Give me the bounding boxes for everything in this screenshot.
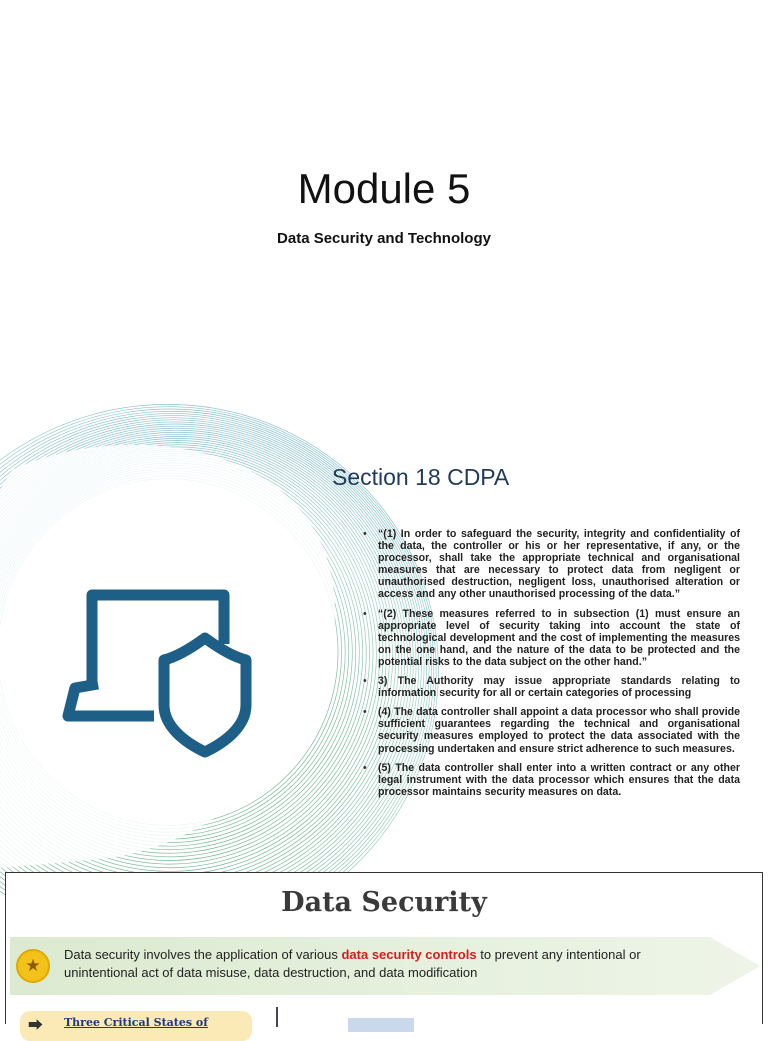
slide-title: Data Security bbox=[281, 887, 487, 918]
states-header-label: Three Critical States of bbox=[64, 1016, 208, 1029]
module-title: Module 5 bbox=[297, 165, 471, 212]
bullet-item: • 3) The Authority may issue appropriate standards relating to information security for all or certain categories of processing bbox=[362, 675, 740, 699]
definition-text: Data security involves the application of various data security controls to prevent any intentional or unintentional act of data misuse, data destruction, and data modification bbox=[64, 947, 641, 980]
connector-line bbox=[276, 1007, 278, 1027]
data-security-slide bbox=[5, 872, 763, 1034]
bullet-item: • “(1) In order to safeguard the security, integrity and confidentiality of the data, the controller or his or her representative, if any, or the processor, shall take the appropriate technical and organisational measures that are necessary to protect data from negligent or unauthorised destruction, negligent loss, unauthorised alteration or access and any other unauthorised processing of the data.” bbox=[362, 528, 740, 601]
diagram-box bbox=[348, 1018, 414, 1032]
arrow-icon: ⮕ bbox=[28, 1017, 44, 1034]
bullet-item: • (5) The data controller shall enter into a written contract or any other legal instrument with the data processor which ensures that the data processor maintains security measures on data. bbox=[362, 762, 740, 798]
section-18-slide bbox=[0, 430, 768, 868]
bullet-item: • (4) The data controller shall appoint a data processor who shall provide sufficient guarantees regarding the technical and organisational security measures employed to protect the data associated with the processing undertaken and ensure strict adherence to such measures. bbox=[362, 706, 740, 754]
decorative-rings bbox=[0, 430, 380, 868]
title-slide bbox=[0, 0, 768, 430]
star-badge-icon: ★ bbox=[16, 949, 50, 983]
section-title: Section 18 CDPA bbox=[332, 464, 510, 490]
bullet-list bbox=[362, 528, 740, 805]
highlight-term: data security controls bbox=[341, 947, 477, 962]
module-subtitle: Data Security and Technology bbox=[277, 230, 491, 247]
bullet-item: • “(2) These measures referred to in subsection (1) must ensure an appropriate level of security taking into account the state of technological development and the cost of implementing the measures on the one hand, and the nature of the data to be protected and the potential risks to the data subject on the other hand.” bbox=[362, 608, 740, 668]
